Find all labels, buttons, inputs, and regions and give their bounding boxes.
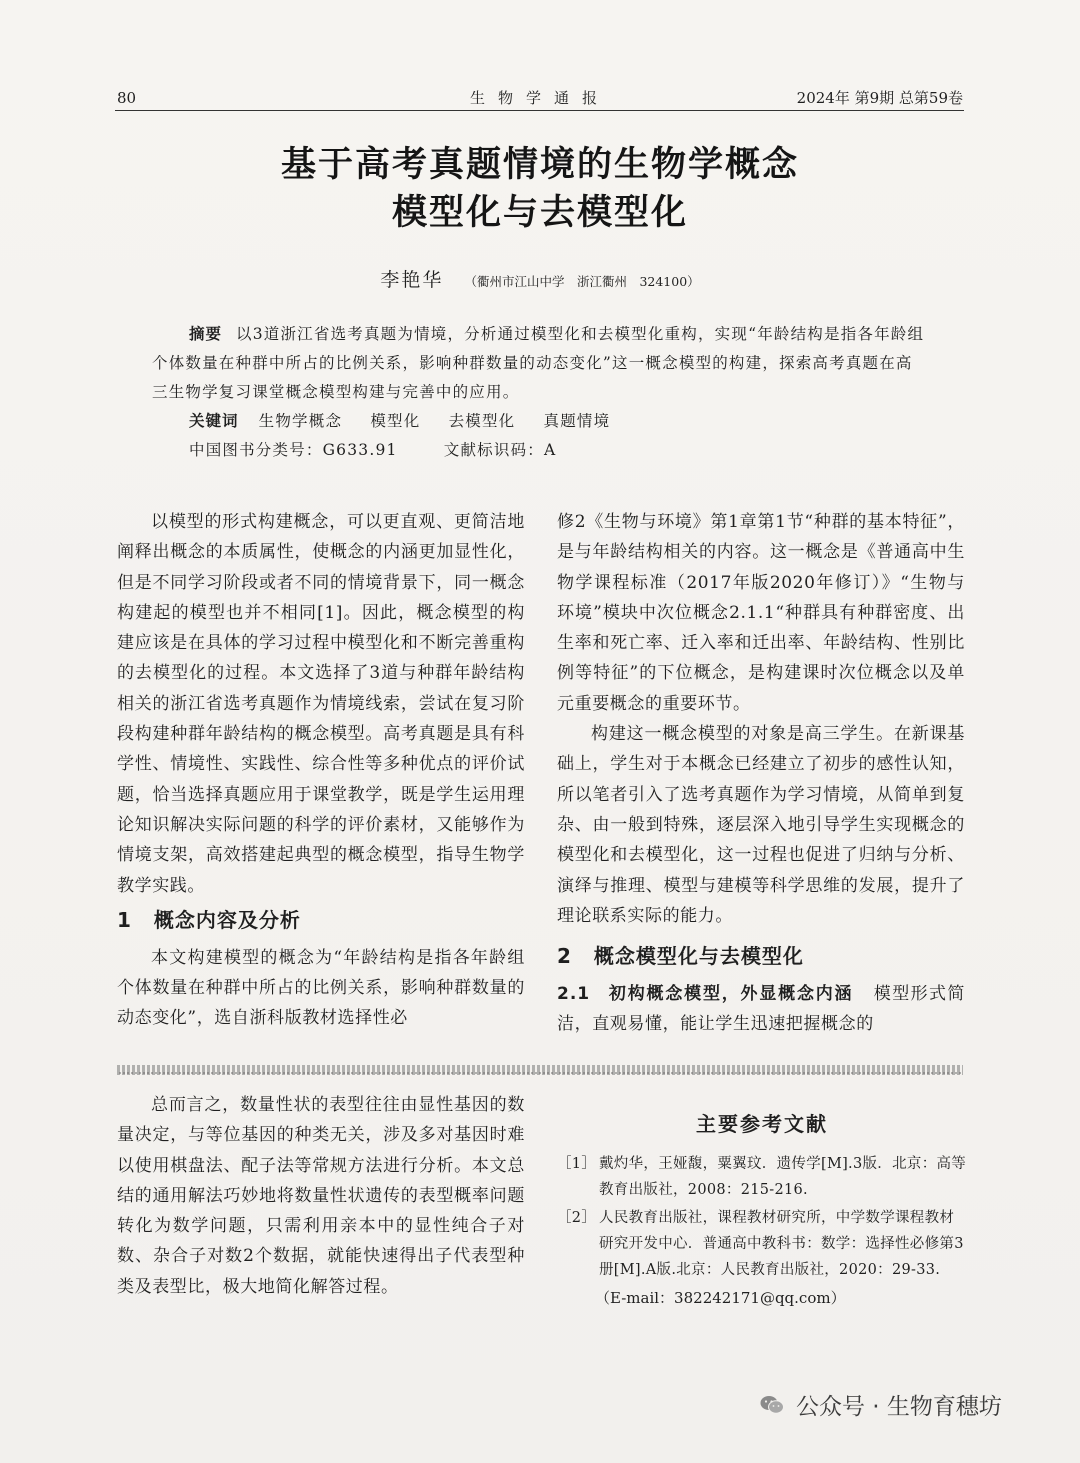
paragraph: 构建这一概念模型的对象是高三学生。在新课基础上，学生对于本概念已经建立了初步的感性认知，所以笔者引入了选考真题作为学习情境，从简单到复杂、由一般到特殊，逐层深入地引导学生实现概念的模型化和去模型化，这一过程也促进了归纳与分析、演绎与推理、模型与建模等科学思维的发展，提升了理论联系实际的能力。 (557, 724, 965, 926)
section-number: 2 (557, 944, 572, 969)
wechat-icon (760, 1395, 784, 1415)
article-title-line1: 基于高考真题情境的生物学概念 (280, 145, 799, 185)
reference-item (557, 1151, 967, 1203)
section-heading-2 (557, 941, 965, 971)
section-title: 概念模型化与去模型化 (593, 944, 804, 969)
header-rule (115, 110, 964, 111)
subsection-title: 初构概念模型，外显概念内涵 (608, 984, 854, 1005)
author-email: （E-mail：382242171@qq.com） (595, 1289, 846, 1307)
page-number: 80 (117, 89, 137, 107)
reference-number: ［2］ (557, 1210, 597, 1226)
watermark-text: 公众号 · 生物育穗坊 (796, 1394, 1002, 1420)
subsection-number: 2.1 (557, 984, 591, 1005)
keyword: 真题情境 (543, 412, 611, 430)
right-column (557, 507, 965, 1040)
bottom-left-column (117, 1090, 525, 1302)
reference-text: 戴灼华，王娅馥，粟翼玟．遗传学[M].3版．北京：高等教育出版社，2008：215-216. (599, 1156, 967, 1198)
section-number: 1 (117, 907, 132, 932)
reference-number: ［1］ (557, 1156, 597, 1172)
paragraph: 总而言之，数量性状的表型往往由显性基因的数量决定，与等位基因的种类无关，涉及多对基因时难以使用棋盘法、配子法等常规方法进行分析。本文总结的通用解法巧妙地将数量性状遗传的表型概率问题转化为数学问题，只需利用亲本中的显性纯合子对数、杂合子对数2个数据，就能快速得出子代表型种类及表型比，极大地简化解答过程。 (117, 1095, 525, 1297)
ornamental-divider-inner (117, 1072, 963, 1074)
author-affiliation: （衢州市江山中学 浙江衢州 324100） (464, 274, 700, 289)
keywords-row (152, 407, 928, 436)
section-title: 概念内容及分析 (153, 907, 301, 932)
abstract-block (152, 320, 928, 465)
paragraph: 以模型的形式构建概念，可以更直观、更简洁地阐释出概念的本质属性，使概念的内涵更加显性化，但是不同学习阶段或者不同的情境背景下，同一概念构建起的模型也并不相同[1]。因此，概念模型的构建应该是在具体的学习过程中模型化和不断完善重构的去模型化的过程。本文选择了3道与种群年龄结构相关的浙江省选考真题作为情境线索，尝试在复习阶段构建种群年龄结构的概念模型。高考真题是具有科学性、情境性、实践性、综合性等多种优点的评价试题，恰当选择真题应用于课堂教学，既是学生运用理论知识解决实际问题的科学的评价素材，又能够作为情境支架，高效搭建起典型的概念模型，指导生物学教学实践。 (117, 512, 525, 896)
reference-item (557, 1205, 967, 1283)
issue-info: 2024年 第9期 总第59卷 (796, 89, 963, 107)
paragraph: 本文构建模型的概念为“年龄结构是指各年龄组个体数量在种群中所占的比例关系，影响种群数量的动态变化”，选自浙科版教材选择性必 (117, 947, 525, 1029)
reference-text: 人民教育出版社，课程教材研究所，中学数学课程教材研究开发中心．普通高中教科书：数学：选择性必修第3册[M].A版.北京：人民教育出版社，2020：29-33. (599, 1210, 964, 1278)
watermark (760, 1388, 1002, 1421)
references-section (557, 1108, 967, 1308)
journal-name: 生物学通报 (469, 89, 610, 107)
author-line (0, 265, 1080, 292)
clc-number: 中国图书分类号：G633.91 (189, 441, 398, 459)
references-title: 主要参考文献 (696, 1112, 828, 1136)
author-name: 李艳华 (380, 269, 444, 291)
section-heading-1 (117, 905, 525, 935)
document-code: 文献标识码：A (443, 441, 557, 459)
keywords-label: 关键词 (189, 412, 239, 430)
abstract-text: 以3道浙江省选考真题为情境，分析通过模型化和去模型化重构，实现“年龄结构是指各年龄组个体数量在种群中所占的比例关系，影响种群数量的动态变化”这一概念模型的构建，探索高考真题在高三生物学复习课堂概念模型构建与完善中的应用。 (152, 325, 925, 401)
article-title-line2: 模型化与去模型化 (391, 193, 688, 233)
keyword: 模型化 (370, 412, 421, 430)
classification-row (189, 436, 928, 465)
left-column (117, 507, 525, 1034)
abstract (152, 320, 928, 407)
keyword: 去模型化 (448, 412, 516, 430)
paragraph-text: 模型形式简洁，直观易懂，能让学生迅速把握概念的 (557, 984, 966, 1035)
paragraph: 修2《生物与环境》第1章第1节“种群的基本特征”，是与年龄结构相关的内容。这一概念是《普通高中生物学课程标准（2017年版2020年修订）》“生物与环境”模块中次位概念2.1.1“种群具有种群密度、出生率和死亡率、迁入率和迁出率、年龄结构、性别比例等特征”的下位概念，是构建课时次位概念以及单元重要概念的重要环节。 (557, 512, 965, 714)
subsection-heading (557, 984, 853, 1004)
subsection-paragraph (557, 979, 965, 1040)
keyword: 生物学概念 (258, 412, 343, 430)
abstract-label: 摘要 (189, 325, 223, 343)
